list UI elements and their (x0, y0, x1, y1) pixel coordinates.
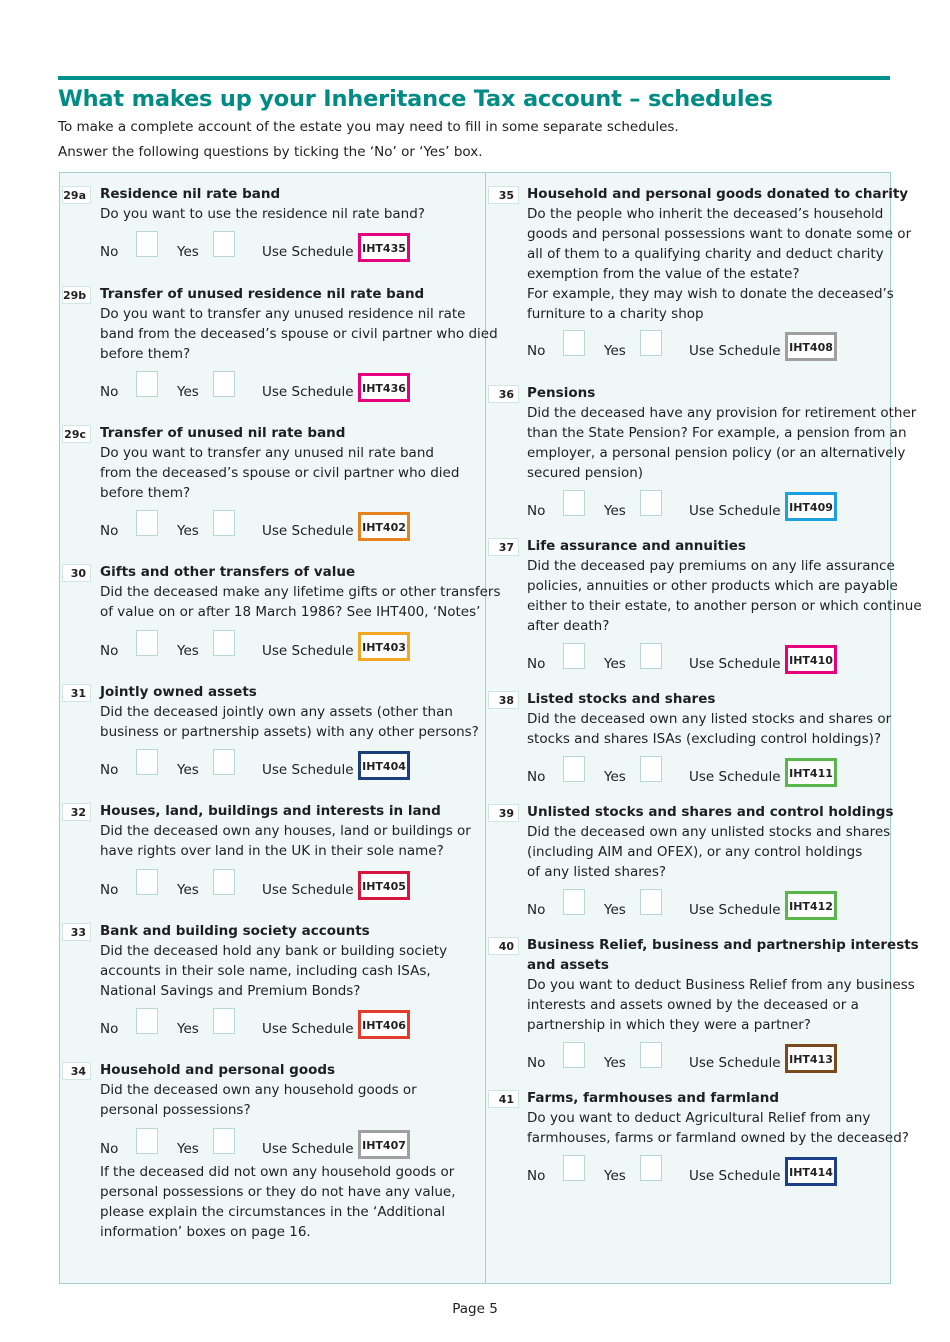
question-number: 29a (62, 186, 91, 204)
schedule-badge-iht412: IHT412 (785, 891, 837, 920)
no-checkbox[interactable] (136, 869, 158, 895)
use-schedule-label: Use Schedule (262, 1141, 354, 1157)
question-36-text (527, 383, 916, 483)
question-line: furniture to a charity shop (527, 306, 704, 322)
answer-row-31 (100, 749, 420, 777)
question-35-text (527, 184, 911, 324)
yes-label: Yes (177, 523, 199, 539)
intro-text-2: Answer the following questions by ticking the ‘No’ or ‘Yes’ box. (58, 144, 483, 160)
schedule-badge-iht406: IHT406 (358, 1010, 410, 1039)
no-label: No (100, 1141, 119, 1157)
yes-label: Yes (604, 1168, 626, 1184)
question-title: Pensions (527, 385, 596, 401)
question-29b-text (100, 284, 498, 364)
yes-checkbox[interactable] (640, 889, 662, 915)
answer-row-41 (527, 1155, 847, 1183)
no-label: No (100, 244, 119, 260)
use-schedule-label: Use Schedule (689, 769, 781, 785)
header-rule (58, 76, 890, 80)
question-40-text (527, 935, 919, 1035)
answer-row-35 (527, 330, 847, 358)
question-line: Do the people who inherit the deceased’s household (527, 206, 884, 222)
answer-row-30 (100, 630, 420, 658)
question-34-text (100, 1060, 417, 1120)
question-line: of any listed shares? (527, 864, 667, 880)
question-line: than the State Pension? For example, a pension from an (527, 425, 907, 441)
question-line: Did the deceased own any unlisted stocks and shares (527, 824, 891, 840)
question-number: 30 (62, 564, 91, 582)
question-title: Bank and building society accounts (100, 923, 370, 939)
yes-checkbox[interactable] (640, 756, 662, 782)
note-line: If the deceased did not own any household goods or (100, 1164, 455, 1180)
use-schedule-label: Use Schedule (262, 244, 354, 260)
question-title: Business Relief, business and partnership interests (527, 937, 919, 953)
no-checkbox[interactable] (563, 643, 585, 669)
no-label: No (100, 523, 119, 539)
no-checkbox[interactable] (136, 371, 158, 397)
answer-row-33 (100, 1008, 420, 1036)
schedule-badge-iht413: IHT413 (785, 1044, 837, 1073)
yes-checkbox[interactable] (213, 231, 235, 257)
schedule-badge-iht435: IHT435 (358, 233, 410, 262)
answer-row-36 (527, 490, 847, 518)
schedule-badge-iht407: IHT407 (358, 1130, 410, 1159)
intro-text-1: To make a complete account of the estate you may need to fill in some separate schedules. (58, 119, 679, 135)
question-line: Did the deceased own any household goods or (100, 1082, 417, 1098)
yes-checkbox[interactable] (213, 1008, 235, 1034)
question-line: before them? (100, 485, 191, 501)
answer-row-40 (527, 1042, 847, 1070)
question-line: exemption from the value of the estate? (527, 266, 800, 282)
use-schedule-label: Use Schedule (262, 1021, 354, 1037)
question-33-text (100, 921, 447, 1001)
question-line: band from the deceased’s spouse or civil partner who died (100, 326, 498, 342)
yes-checkbox[interactable] (640, 330, 662, 356)
question-line: all of them to a qualifying charity and deduct charity (527, 246, 884, 262)
question-line: Did the deceased have any provision for retirement other (527, 405, 917, 421)
question-line: Do you want to use the residence nil rate band? (100, 206, 425, 222)
question-line: Did the deceased own any houses, land or buildings or (100, 823, 471, 839)
question-line: Do you want to deduct Business Relief from any business (527, 977, 915, 993)
answer-row-39 (527, 889, 847, 917)
question-line: Did the deceased own any listed stocks and shares or (527, 711, 892, 727)
question-title: Household and personal goods (100, 1062, 336, 1078)
yes-checkbox[interactable] (213, 1128, 235, 1154)
question-line: secured pension) (527, 465, 644, 481)
yes-label: Yes (177, 762, 199, 778)
question-38-text (527, 689, 891, 749)
no-label: No (527, 1168, 546, 1184)
yes-checkbox[interactable] (213, 630, 235, 656)
question-title: Gifts and other transfers of value (100, 564, 356, 580)
no-checkbox[interactable] (136, 630, 158, 656)
question-line: farmhouses, farms or farmland owned by the deceased? (527, 1130, 909, 1146)
question-line: Do you want to deduct Agricultural Relief from any (527, 1110, 871, 1126)
schedule-badge-iht404: IHT404 (358, 751, 410, 780)
question-number: 41 (488, 1090, 519, 1108)
no-label: No (527, 769, 546, 785)
use-schedule-label: Use Schedule (262, 523, 354, 539)
question-32-text (100, 801, 471, 861)
schedule-badge-iht411: IHT411 (785, 758, 837, 787)
no-checkbox[interactable] (563, 490, 585, 516)
question-line: from the deceased’s spouse or civil partner who died (100, 465, 460, 481)
no-label: No (527, 1055, 546, 1071)
question-title: Unlisted stocks and shares and control holdings (527, 804, 894, 820)
question-title: Listed stocks and shares (527, 691, 716, 707)
question-line: have rights over land in the UK in their sole name? (100, 843, 444, 859)
question-34-note (100, 1162, 456, 1242)
use-schedule-label: Use Schedule (689, 1168, 781, 1184)
no-label: No (527, 902, 546, 918)
no-checkbox[interactable] (563, 756, 585, 782)
question-line: before them? (100, 346, 191, 362)
use-schedule-label: Use Schedule (262, 643, 354, 659)
yes-checkbox[interactable] (640, 490, 662, 516)
no-label: No (527, 503, 546, 519)
yes-checkbox[interactable] (213, 749, 235, 775)
answer-row-32 (100, 869, 420, 897)
question-line: Did the deceased jointly own any assets (other than (100, 704, 453, 720)
yes-label: Yes (604, 656, 626, 672)
use-schedule-label: Use Schedule (689, 902, 781, 918)
yes-checkbox[interactable] (213, 510, 235, 536)
question-number: 38 (488, 691, 519, 709)
no-checkbox[interactable] (136, 1128, 158, 1154)
question-line: goods and personal possessions want to donate some or (527, 226, 912, 242)
schedule-badge-iht405: IHT405 (358, 871, 410, 900)
question-line: business or partnership assets) with any other persons? (100, 724, 479, 740)
no-checkbox[interactable] (563, 330, 585, 356)
question-title: Jointly owned assets (100, 684, 257, 700)
no-checkbox[interactable] (563, 889, 585, 915)
question-line: stocks and shares ISAs (excluding control holdings)? (527, 731, 882, 747)
answer-row-29a (100, 231, 420, 259)
question-title: Transfer of unused residence nil rate band (100, 286, 425, 302)
question-title: Houses, land, buildings and interests in land (100, 803, 441, 819)
yes-label: Yes (604, 503, 626, 519)
no-label: No (100, 1021, 119, 1037)
note-line: information’ boxes on page 16. (100, 1224, 311, 1240)
question-line: Did the deceased hold any bank or building society (100, 943, 448, 959)
note-line: please explain the circumstances in the ‘Additional (100, 1204, 446, 1220)
schedule-badge-iht410: IHT410 (785, 645, 837, 674)
use-schedule-label: Use Schedule (689, 1055, 781, 1071)
yes-label: Yes (177, 1021, 199, 1037)
question-number: 29b (62, 286, 91, 304)
question-title: Household and personal goods donated to charity (527, 186, 909, 202)
question-number: 34 (62, 1062, 91, 1080)
answer-row-38 (527, 756, 847, 784)
no-checkbox[interactable] (563, 1155, 585, 1181)
use-schedule-label: Use Schedule (262, 384, 354, 400)
question-number: 37 (488, 538, 519, 556)
question-line: National Savings and Premium Bonds? (100, 983, 361, 999)
page-number: Page 5 (452, 1301, 498, 1317)
question-39-text (527, 802, 894, 882)
question-line: either to their estate, to another person or which continue (527, 598, 922, 614)
question-line: Did the deceased pay premiums on any life assurance (527, 558, 895, 574)
question-title: Life assurance and annuities (527, 538, 746, 554)
question-line: after death? (527, 618, 610, 634)
question-number: 33 (62, 923, 91, 941)
schedule-badge-iht409: IHT409 (785, 492, 837, 521)
question-line: For example, they may wish to donate the deceased’s (527, 286, 894, 302)
question-41-text (527, 1088, 909, 1148)
yes-label: Yes (177, 1141, 199, 1157)
yes-label: Yes (177, 244, 199, 260)
question-number: 31 (62, 684, 91, 702)
question-number: 29c (62, 425, 91, 443)
page-title: What makes up your Inheritance Tax account – schedules (58, 86, 773, 112)
question-title-cont: and assets (527, 957, 609, 973)
question-37-text (527, 536, 922, 636)
yes-checkbox[interactable] (640, 1155, 662, 1181)
question-line: Did the deceased make any lifetime gifts or other transfers (100, 584, 501, 600)
use-schedule-label: Use Schedule (689, 343, 781, 359)
question-line: Do you want to transfer any unused residence nil rate (100, 306, 466, 322)
yes-label: Yes (604, 902, 626, 918)
yes-checkbox[interactable] (640, 643, 662, 669)
no-label: No (100, 643, 119, 659)
use-schedule-label: Use Schedule (689, 503, 781, 519)
question-number: 35 (488, 186, 519, 204)
no-label: No (100, 762, 119, 778)
question-number: 36 (488, 385, 519, 403)
yes-label: Yes (604, 769, 626, 785)
question-line: employer, a personal pension policy (or an alternatively (527, 445, 906, 461)
no-checkbox[interactable] (136, 1008, 158, 1034)
question-line: (including AIM and OFEX), or any control holdings (527, 844, 863, 860)
no-checkbox[interactable] (563, 1042, 585, 1068)
question-line: partnership in which they were a partner? (527, 1017, 811, 1033)
question-title: Residence nil rate band (100, 186, 281, 202)
use-schedule-label: Use Schedule (262, 762, 354, 778)
question-line: Do you want to transfer any unused nil rate band (100, 445, 434, 461)
yes-label: Yes (604, 1055, 626, 1071)
no-label: No (100, 882, 119, 898)
use-schedule-label: Use Schedule (689, 656, 781, 672)
question-number: 32 (62, 803, 91, 821)
no-checkbox[interactable] (136, 231, 158, 257)
schedule-badge-iht436: IHT436 (358, 373, 410, 402)
no-label: No (527, 343, 546, 359)
no-label: No (100, 384, 119, 400)
question-31-text (100, 682, 479, 742)
note-line: personal possessions or they do not have any value, (100, 1184, 456, 1200)
question-29a-text (100, 184, 425, 224)
schedule-badge-iht408: IHT408 (785, 332, 837, 361)
no-checkbox[interactable] (136, 749, 158, 775)
yes-checkbox[interactable] (213, 371, 235, 397)
answer-row-37 (527, 643, 847, 671)
schedule-badge-iht402: IHT402 (358, 512, 410, 541)
question-title: Farms, farmhouses and farmland (527, 1090, 780, 1106)
question-29c-text (100, 423, 459, 503)
answer-row-29c (100, 510, 420, 538)
question-line: of value on or after 18 March 1986? See IHT400, ‘Notes’ (100, 604, 481, 620)
yes-label: Yes (177, 882, 199, 898)
question-title: Transfer of unused nil rate band (100, 425, 346, 441)
schedule-badge-iht414: IHT414 (785, 1157, 837, 1186)
question-number: 39 (488, 804, 519, 822)
answer-row-34 (100, 1128, 420, 1156)
yes-checkbox[interactable] (640, 1042, 662, 1068)
yes-checkbox[interactable] (213, 869, 235, 895)
question-line: personal possessions? (100, 1102, 251, 1118)
use-schedule-label: Use Schedule (262, 882, 354, 898)
yes-label: Yes (604, 343, 626, 359)
answer-row-29b (100, 371, 420, 399)
question-line: accounts in their sole name, including cash ISAs, (100, 963, 431, 979)
no-checkbox[interactable] (136, 510, 158, 536)
yes-label: Yes (177, 643, 199, 659)
schedule-badge-iht403: IHT403 (358, 632, 410, 661)
question-line: policies, annuities or other products which are payable (527, 578, 898, 594)
yes-label: Yes (177, 384, 199, 400)
question-number: 40 (488, 937, 519, 955)
question-30-text (100, 562, 501, 622)
question-line: interests and assets owned by the deceased or a (527, 997, 859, 1013)
no-label: No (527, 656, 546, 672)
